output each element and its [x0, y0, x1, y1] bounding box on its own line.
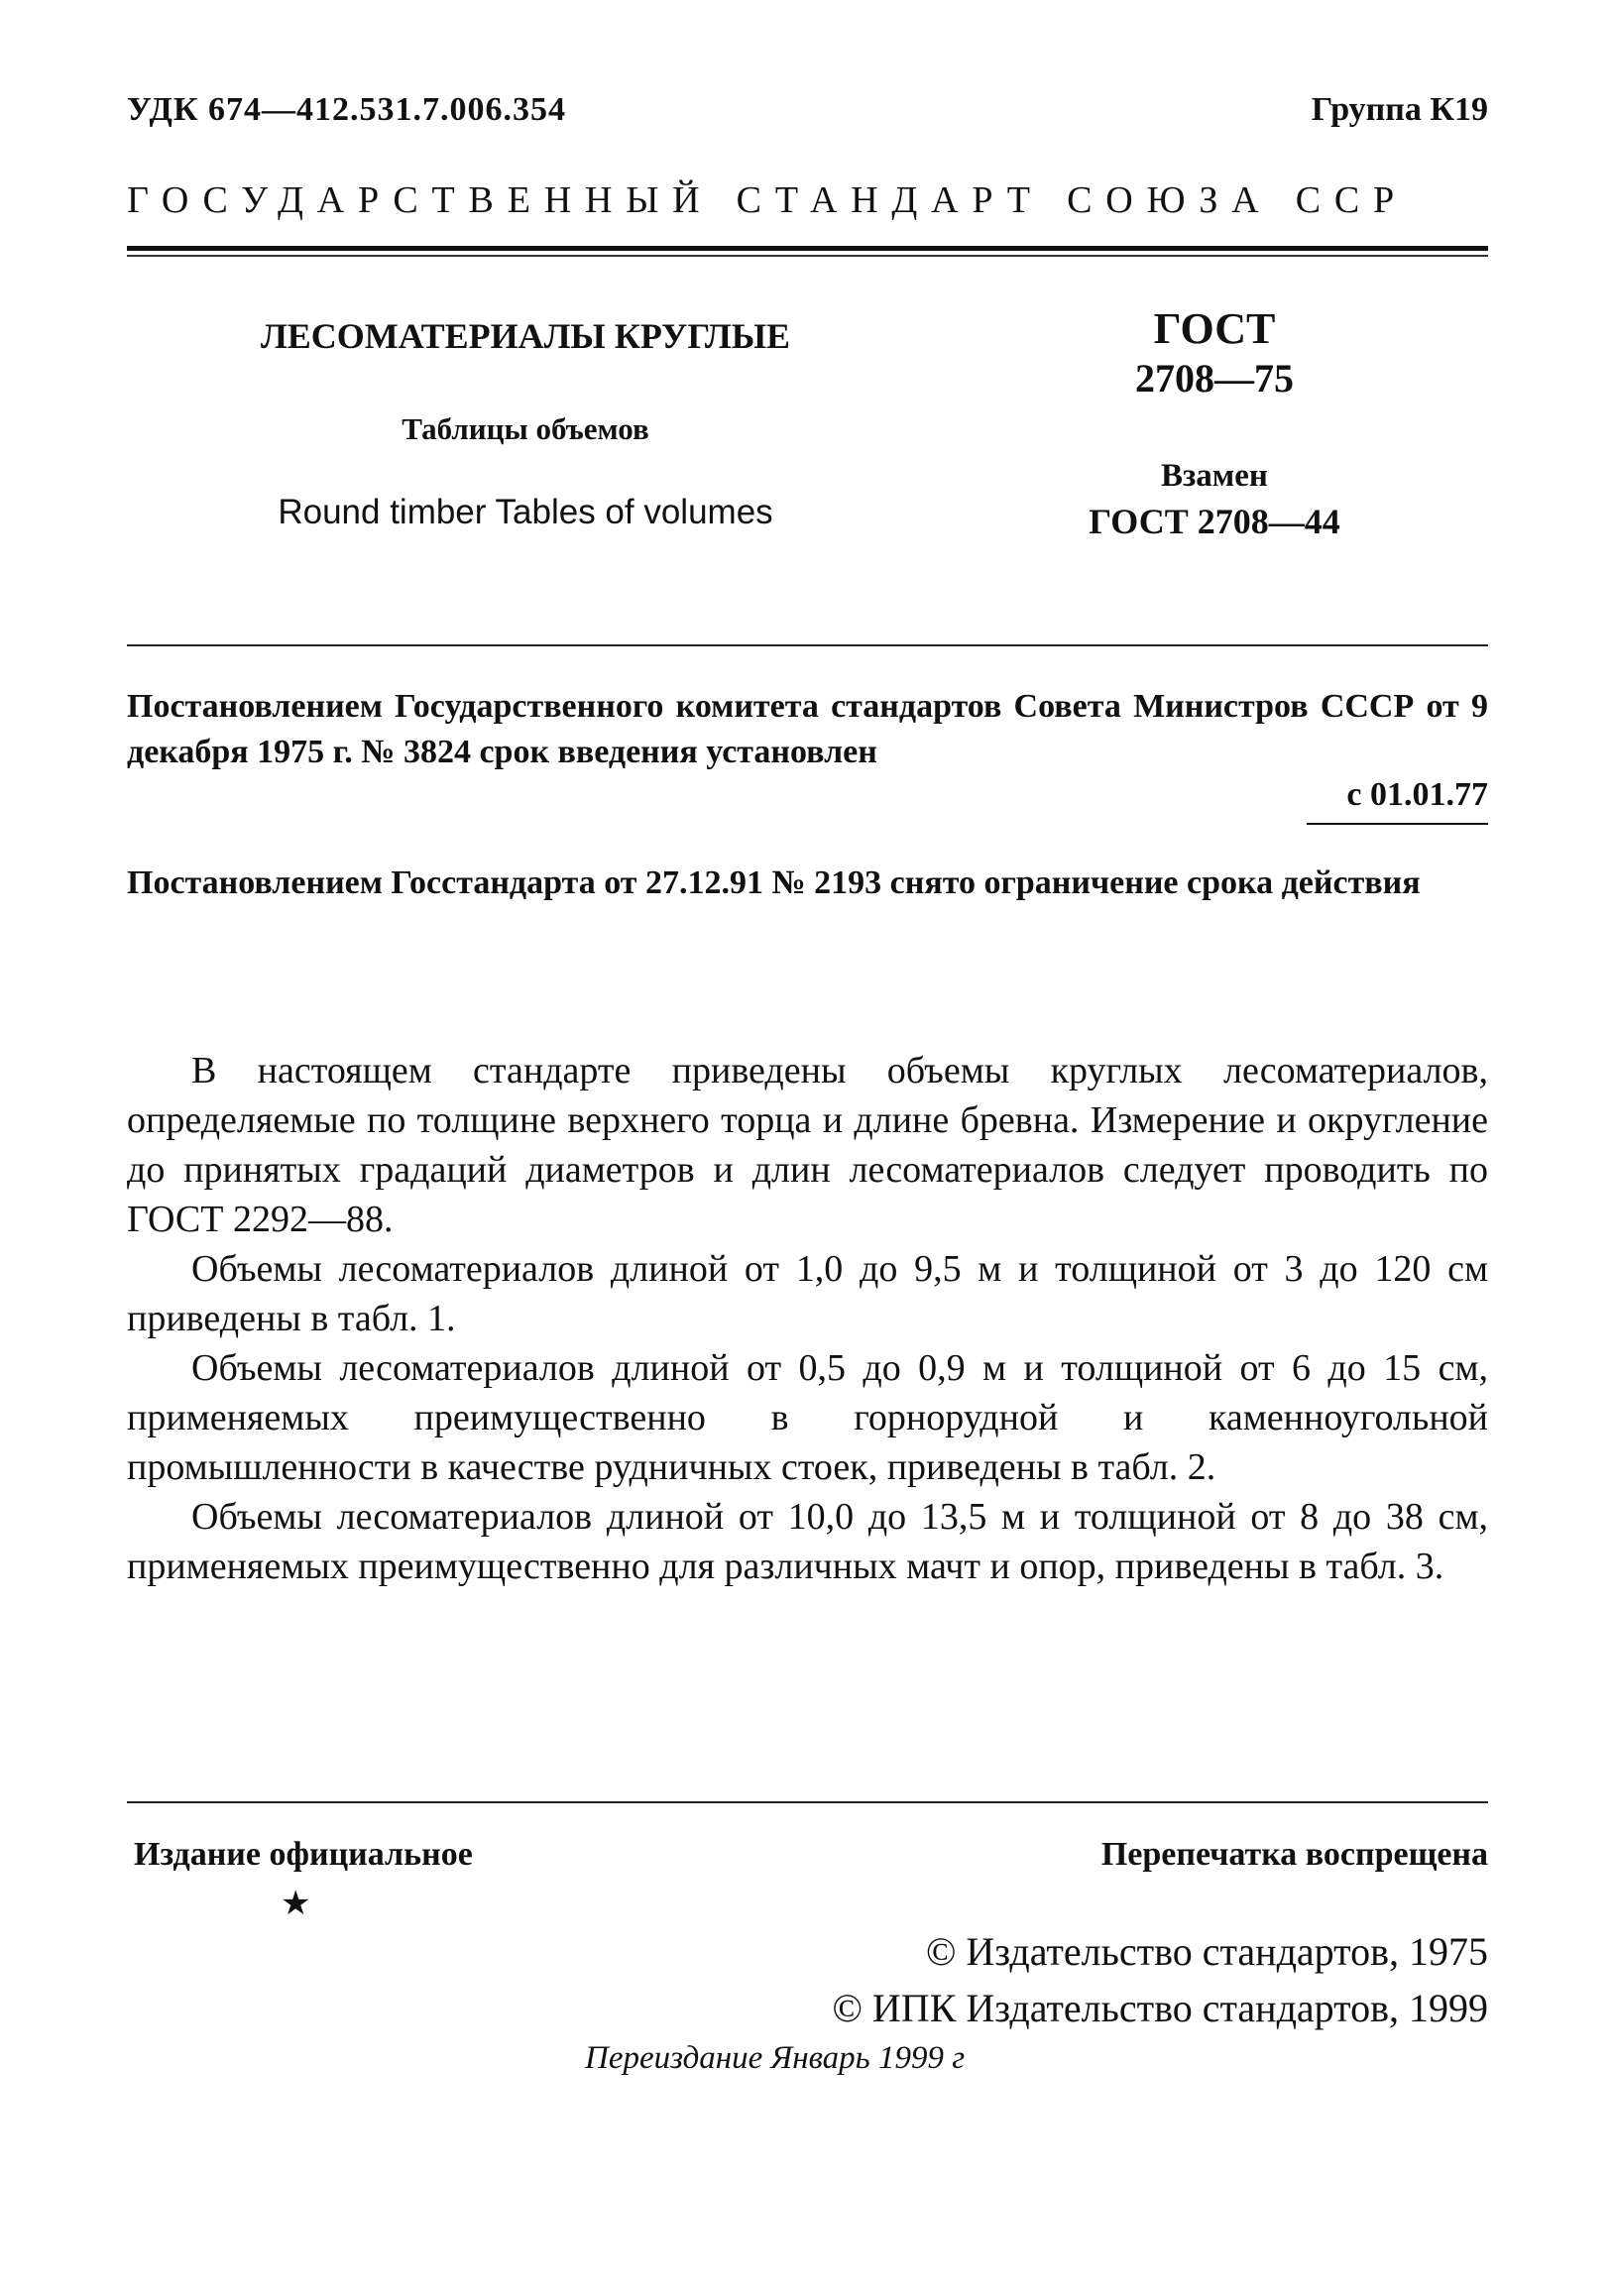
title-divider: [127, 644, 1488, 646]
body-paragraph: Объемы лесоматериалов длиной от 1,0 до 9,5 м и толщиной от 3 до 120 см приведены в табл. 1.: [127, 1248, 1488, 1339]
decree-limitation-removed: Постановлением Госстандарта от 27.12.91 № 2193 снято ограничение срока действия: [127, 864, 1421, 901]
gost-number: 2708—75: [1135, 356, 1294, 401]
replaces-gost: ГОСТ 2708—44: [1089, 502, 1340, 541]
replaces-label: Взамен: [1161, 458, 1268, 494]
no-reprint-label: Перепечатка воспрещена: [1100, 1836, 1488, 1873]
header-rule-thin: [127, 255, 1488, 257]
body-paragraph: Объемы лесоматериалов длиной от 10,0 до 13,5 м и толщиной от 8 до 38 см, применяемых преимущественно для различных мачт и опор, приведены в табл. 3.: [127, 1496, 1488, 1587]
body-paragraph: Объемы лесоматериалов длиной от 0,5 до 0,9 м и толщиной от 6 до 15 см, применяемых преимущественно в горнорудной и каменноугольной промышленности в качестве рудничных стоек, приведены в табл. 2.: [127, 1347, 1488, 1488]
effective-date-underline: [1307, 823, 1488, 825]
header-rule-thick: [127, 246, 1488, 251]
state-standard-heading: ГОСУДАРСТВЕННЫЙ СТАНДАРТ СОЮЗА ССР: [127, 179, 1408, 221]
body-text: [127, 1046, 1488, 1591]
document-subtitle: Таблицы объемов: [402, 411, 649, 446]
copyright-1975: © Издательство стандартов, 1975: [925, 1929, 1488, 1974]
footer-divider: [127, 1801, 1488, 1803]
decree-introduction: Постановлением Государственного комитета стандартов Совета Министров СССР от 9 декабря 1975 г. № 3824 срок введения установлен: [127, 688, 1488, 770]
english-title: Round timber Tables of volumes: [278, 493, 773, 531]
decree-effective-date: с 01.01.77: [1346, 776, 1488, 813]
gost-label: ГОСТ: [1153, 304, 1276, 353]
document-title: ЛЕСОМАТЕРИАЛЫ КРУГЛЫЕ: [260, 316, 791, 356]
udk-code: УДК 674—412.531.7.006.354: [127, 91, 567, 128]
body-paragraph: В настоящем стандарте приведены объемы круглых лесоматериалов, определяемые по толщине верхнего торца и длине бревна. Измерение и округление до принятых градаций диаметров и длин лесоматериалов следует проводить по ГОСТ 2292—88.: [127, 1050, 1488, 1240]
star-icon: ★: [281, 1884, 311, 1923]
copyright-1999: © ИПК Издательство стандартов, 1999: [832, 1986, 1488, 2030]
official-edition-label: Издание официальное: [134, 1836, 473, 1873]
group-code: Группа К19: [1311, 91, 1488, 128]
reissue-note: Переиздание Январь 1999 г: [585, 2040, 966, 2076]
